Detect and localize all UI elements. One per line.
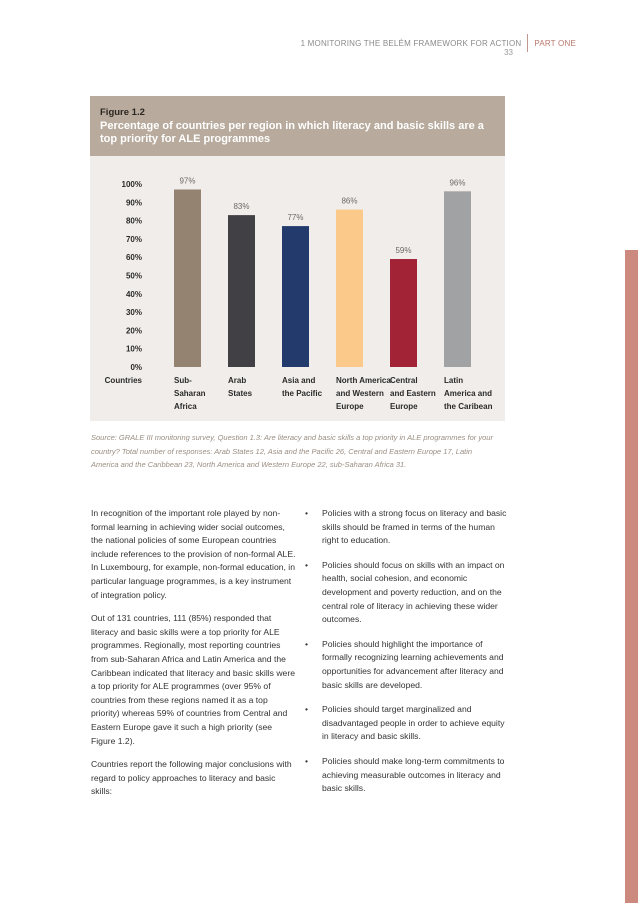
running-header [301,34,576,52]
bullet-text: Policies should highlight the importance of formally recognizing learning achievements and opportunities for advancement after literacy and basic skills are developed. [322,638,504,690]
category-label: Arab [228,376,247,385]
bar [228,215,255,367]
bar-value-label: 96% [449,178,466,188]
y-tick-label: 10% [125,344,142,354]
body-right-column [305,507,510,807]
bullet-item [305,507,510,548]
figure-number: Figure 1.2 [100,107,145,118]
category-label: the Caribean [444,402,493,411]
figure-source: Source: GRALE III monitoring survey, Question 1.3: Are literacy and basic skills a top priority in ALE programmes for your country? Total number of responses: Arab States 12, Asia and the Pacific 26, Central and Eastern Europe 17, Latin America and the Caribbean 23, North America and Western Europe 22, sub-Saharan Africa 31. [91,433,493,469]
category-label: Europe [336,402,364,411]
category-label: Latin [444,376,464,385]
side-accent-bar [625,250,638,903]
bullet-item [305,703,510,744]
bar-value-label: 97% [179,176,196,186]
y-tick-label: 30% [125,308,142,318]
chart-area [90,156,505,421]
category-label: Africa [174,402,197,411]
y-tick-label: 60% [125,253,142,263]
part-label: PART ONE [534,39,576,48]
category-label: the Pacific [282,389,323,398]
bar [174,189,201,367]
bar-value-label: 77% [287,213,304,223]
bullet-marker: • [305,755,309,766]
header-divider [527,34,528,52]
bar [444,191,471,367]
category-label: Europe [390,402,418,411]
y-tick-label: 80% [125,216,142,226]
bar [390,259,417,367]
category-label: Saharan [174,389,206,398]
category-label: North America [336,376,391,385]
bar-value-label: 86% [341,196,358,206]
y-tick-label: 100% [121,180,142,189]
y-tick-label: 20% [125,326,142,336]
bullet-text: Policies should make long-term commitments to achieving measurable outcomes in literacy and basic skills. [322,755,505,794]
section-title: 1 MONITORING THE BELÉM FRAMEWORK FOR ACTION [300,39,522,48]
bar-chart [90,156,505,421]
bullet-marker: • [305,638,309,649]
body-left-column [91,507,296,809]
figure-title: Percentage of countries per region in which literacy and basic skills are a top priority for ALE programmes [100,120,484,145]
bullet-item [305,559,510,627]
x-axis-label: Countries [104,376,142,385]
page-number: 33 [504,48,513,57]
y-tick-label: 90% [125,198,142,208]
bullet-item [305,638,510,692]
bar-value-label: 83% [233,202,250,212]
bullet-text: Policies with a strong focus on literacy and basic skills should be framed in terms of the human right to education. [322,508,507,546]
paragraph: In recognition of the important role played by non-formal learning in achieving wider social outcomes, the national policies of some European countries include references to the provision of non-formal ALE. In Luxembourg, for example, non-formal education, in particular language programmes, is a key instrument of integration policy. [91,508,296,600]
category-label: States [228,389,253,398]
y-tick-label: 0% [130,363,142,372]
bar [336,210,363,367]
y-tick-label: 70% [125,234,142,244]
category-label: Central [390,376,418,385]
bullet-marker: • [305,559,309,570]
bullet-marker: • [305,508,309,518]
paragraph: Countries report the following major conclusions with regard to policy approaches to literacy and basic skills: [91,759,292,797]
category-label: America and [444,389,493,398]
category-label: Asia and [282,376,316,385]
bar [282,226,309,367]
category-label: and Western [336,389,384,398]
bar-value-label: 59% [395,246,412,256]
category-label: and Eastern [390,389,436,398]
figure-header [90,96,505,156]
bullet-marker: • [305,704,309,715]
bullet-text: Policies should target marginalized and disadvantaged people in order to achieve equity in literacy and basic skills. [322,704,505,742]
y-tick-label: 40% [125,289,142,299]
category-label: Sub- [174,376,192,385]
bullet-item [305,755,510,796]
bullet-text: Policies should focus on skills with an impact on health, social cohesion, and economic development and poverty reduction, and on the central role of literacy in achieving these wider outcomes. [322,559,505,625]
paragraph: Out of 131 countries, 111 (85%) responded that literacy and basic skills were a top priority for ALE programmes. Regionally, most reporting countries from sub-Saharan Africa and Latin America and the Caribbean indicated that literacy and basic skills were a top priority for ALE programmes (over 95% of countries from these regions named it as a top priority) whereas 59% of countries from Central and Eastern Europe gave it such a high priority (see Figure 1.2). [91,613,295,746]
y-tick-label: 50% [125,271,142,281]
